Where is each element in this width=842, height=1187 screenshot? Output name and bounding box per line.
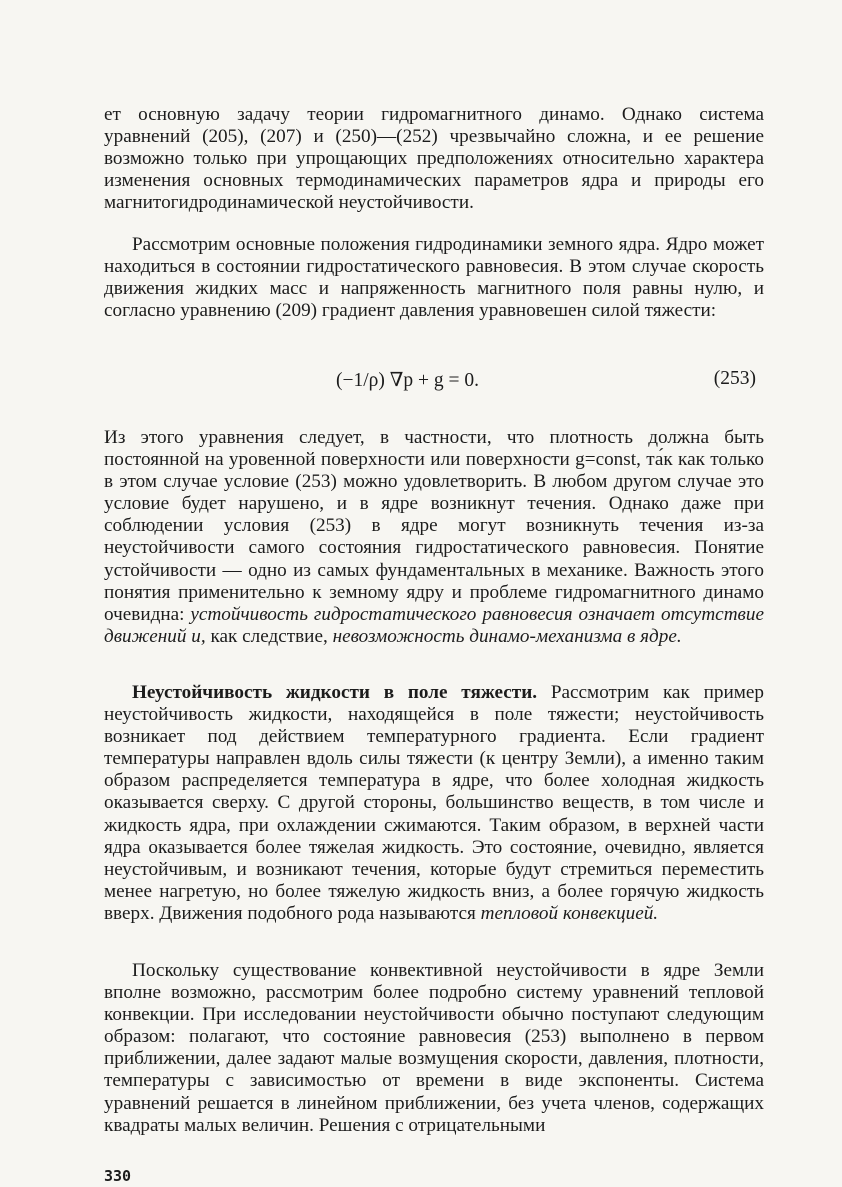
text-run: как следствие, xyxy=(205,625,333,647)
paragraph-text: ет основную задачу теории гидромагнитного динамо. Однако система уравнений (205), (207) и (250)—(252) чрезвычайно сложна, и ее решение возможно только при упрощающих предположениях относительно характера изменения основных термодинамических параметров ядра и природы его магнитогидродинамической неустойчивости. xyxy=(104,104,764,214)
section-heading: Неустойчивость жидкости в поле тяжести. xyxy=(132,682,538,703)
paragraph-hydrostatics xyxy=(104,234,764,322)
equation-number: (253) xyxy=(713,368,756,389)
paragraph-convection xyxy=(104,960,764,1137)
italic-emphasis: тепловой конвекцией. xyxy=(480,902,659,924)
paragraph-text xyxy=(104,427,764,648)
italic-emphasis: устойчивость гидростатического равновесия означает отсутствие движений и, xyxy=(104,603,764,647)
italic-emphasis: невозможность динамо-механизма в ядре. xyxy=(332,625,682,647)
paragraph-intro xyxy=(104,104,764,214)
page-number: 330 xyxy=(104,1167,132,1185)
equation-body: (−1/ρ) ∇p + g = 0. xyxy=(336,370,479,391)
paragraph-text: Поскольку существование конвективной неустойчивости в ядре Земли вполне возможно, рассмотрим более подробно систему уравнений тепловой конвекции. При исследовании неустойчивости обычно поступают следующим образом: полагают, что состояние равновесия (253) выполнено в первом приближении, далее задают малые возмущения скорости, давления, плотности, температуры с зависимостью от времени в виде экспоненты. Система уравнений решается в линейном приближении, без учета членов, содержащих квадраты малых величин. Решения с отрицательными xyxy=(104,960,764,1136)
equation-253 xyxy=(104,368,764,394)
paragraph-text xyxy=(104,682,764,925)
paragraph-stability xyxy=(104,427,764,648)
paragraph-instability xyxy=(104,682,764,925)
text-run: Рассмотрим как пример неустойчивость жидкости, находящейся в поле тяжести; неустойчивость возникает под действием температурного градиента. Если градиент температуры направлен вдоль силы тяжести (к центру Земли), а именно таким образом распределяется температура в ядре, что более холодная жидкость оказывается сверху. С другой стороны, большинство веществ, в том числе и жидкость ядра, при охлаждении сжимаются. Таким образом, в верхней части ядра оказывается более тяжелая жидкость. Это состояние, очевидно, является неустойчивым, и возникают течения, которые будут стремиться переместить менее нагретую, но более тяжелую жидкость вниз, а более горячую жидкость вверх. Движения подобного рода называются xyxy=(104,682,764,924)
paragraph-text: Рассмотрим основные положения гидродинамики земного ядра. Ядро может находиться в состоянии гидростатического равновесия. В этом случае скорость движения жидких масс и напряженность магнитного поля равны нулю, и согласно уравнению (209) градиент давления уравновешен силой тяжести: xyxy=(104,234,764,322)
text-run: Из этого уравнения следует, в частности, что плотность должна быть постоянной на уровенной поверхности или поверхности g=const, та́к как только в этом случае условие (253) можно удовлетворить. В любом другом случае это условие будет нарушено, и в ядре возникнут течения. Однако даже при соблюдении условия (253) в ядре могут возникнуть течения из-за неустойчивости самого состояния гидростатического равновесия. Понятие устойчивости — одно из самых фундаментальных в механике. Важность этого понятия применительно к земному ядру и проблеме гидромагнитного динамо очевидна: xyxy=(104,427,764,625)
